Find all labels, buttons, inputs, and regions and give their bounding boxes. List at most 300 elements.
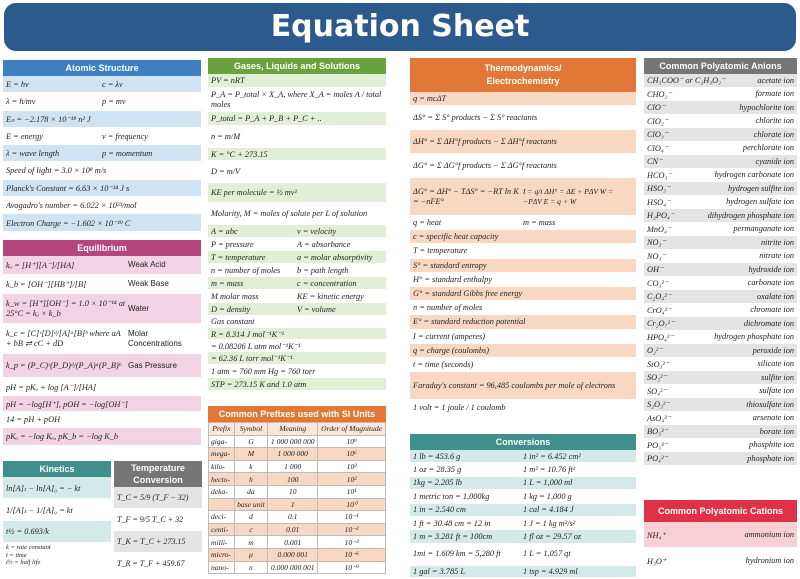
atomic-label: c = λν (102, 79, 123, 89)
thermo-rows (410, 92, 636, 416)
prefixes-row (209, 523, 386, 536)
gases-row (208, 328, 386, 340)
temperature-panel (114, 461, 202, 577)
atomic-label: p = mv (102, 96, 126, 106)
prefixes-cell: 10⁻⁹ (318, 561, 386, 574)
equilibrium-header: Equilibrium (3, 240, 201, 256)
anion-formula: C₂O₄²⁻ (647, 292, 672, 302)
gases-row (208, 378, 386, 391)
equilibrium-row (3, 294, 201, 324)
thermo-row (410, 273, 636, 287)
conversions-equation: 1 lb = 453.6 g (413, 451, 461, 461)
prefixes-cell: 10⁻¹ (318, 511, 386, 524)
prefixes-cell: 100 (268, 473, 318, 486)
equilibrium-equation: kₐ = [H⁺][A⁻]/[HA] (6, 261, 75, 270)
gases-equation: PV = nRT (211, 76, 245, 85)
thermo-equation: Faraday's constant = 96,485 coulombs per mole of electrons (413, 380, 616, 390)
atomic-equation: Planck's Constant = 6.63 × 10⁻³⁴ J s (6, 183, 130, 193)
gases-equation: m = mass (211, 278, 244, 288)
conversions-label: 1 tsp = 4.929 ml (523, 567, 578, 577)
prefixes-cell: 10 (268, 485, 318, 498)
conversions-row (410, 566, 636, 577)
anions-panel (644, 58, 797, 494)
prefixes-row (209, 548, 386, 561)
prefixes-cell: h (234, 473, 268, 486)
anion-name: hypochlorite ion (739, 102, 794, 112)
gases-equation: Gas constant (211, 317, 255, 326)
temperature-equation: T_C = 5/9 (T_F − 32) (114, 487, 202, 509)
conversions-label: 1 L = 1,000 ml (523, 478, 573, 488)
anion-formula: ClO₄⁻ (647, 143, 669, 153)
gases-equation: D = m/V (211, 167, 241, 176)
anion-row (644, 155, 797, 169)
kinetics-note: t = time (6, 551, 27, 559)
atomic-row (3, 128, 201, 145)
conversions-equation: 1 m = 3.281 ft = 100cm (413, 532, 493, 542)
gases-label: a = molar absorptivity (297, 252, 373, 262)
anion-row (644, 196, 797, 210)
equilibrium-equation: k_c = [C]ᶜ[D]ᵈ/[A]ᵃ[B]ᵇ where aA + bB ⇌ cC + dD (6, 328, 121, 348)
atomic-row (3, 111, 201, 128)
anion-row (644, 425, 797, 439)
gases-row (208, 365, 386, 378)
kinetics-note: k = rate constant (6, 544, 51, 551)
gases-row (208, 352, 386, 365)
temperature-equation: T_K = T_C + 273.15 (114, 531, 202, 553)
atomic-row (3, 197, 201, 214)
thermo-equation: I = current (amperes) (413, 331, 486, 341)
prefixes-cell: deci- (209, 511, 235, 524)
anion-row (644, 236, 797, 250)
anion-row (644, 115, 797, 129)
gases-row (208, 303, 386, 316)
anion-row (644, 142, 797, 156)
anion-name: peroxide ion (752, 345, 794, 355)
anion-formula: ClO₃⁻ (647, 130, 669, 140)
anion-formula: CrO₄²⁻ (647, 305, 672, 315)
gases-equation: 1 atm = 760 mm Hg = 760 torr (211, 366, 316, 376)
prefixes-cell: 10⁹ (318, 435, 386, 448)
anion-name: phosphate ion (747, 453, 794, 463)
conversions-row (410, 477, 636, 490)
kinetics-header: Kinetics (3, 461, 111, 477)
gases-row (208, 126, 386, 148)
anion-row (644, 277, 797, 291)
anion-name: sulfite ion (761, 372, 794, 382)
anion-name: dihydrogen phosphate ion (707, 210, 794, 220)
thermo-row (410, 230, 636, 244)
anion-name: nitrate ion (759, 251, 794, 261)
equilibrium-row (3, 354, 201, 378)
atomic-equation: Speed of light = 3.0 × 10⁸ m/s (6, 166, 107, 176)
thermo-label: m = mass (523, 218, 556, 228)
kinetics-notes (3, 543, 111, 568)
equilibrium-label: Gas Pressure (128, 360, 177, 370)
cations-header: Common Polyatomic Cations (644, 500, 797, 522)
gases-row (208, 264, 386, 277)
gases-equation: = 0.08206 L atm mol⁻¹K⁻¹ (211, 341, 301, 351)
kinetics-equation: 1/[A]ₜ − 1/[A]₀ = kt (3, 499, 111, 521)
gases-equation: KE per molecule = ½ mv² (211, 188, 297, 197)
atomic-equation: λ = h/mv (6, 96, 36, 106)
equilibrium-equation: k_b = [OH⁻][HB⁺]/[B] (6, 280, 87, 289)
atomic-equation: E = hν (6, 79, 29, 89)
thermo-row (410, 216, 636, 230)
anion-name: formate ion (755, 89, 794, 99)
gases-equation: M molar mass (211, 291, 259, 301)
anion-formula: CO₃²⁻ (647, 278, 669, 288)
prefixes-cell: 10⁶ (318, 448, 386, 461)
conversions-label: 1 cal = 4.184 J (523, 505, 574, 515)
atomic-equation: Avogadro's number = 6.022 × 10²³/mol (6, 200, 137, 210)
gases-row (208, 251, 386, 264)
thermo-equation: ΔG° = ΔH° − TΔS° = −RT ln K = −nFE° (413, 186, 519, 206)
conversions-label: 1 in² = 6.452 cm² (523, 451, 581, 461)
gases-row (208, 277, 386, 290)
anion-row (644, 331, 797, 345)
atomic-equation: λ = wave length (6, 148, 60, 158)
thermo-equation: c = specific heat capacity (413, 232, 499, 242)
kinetics-rows (3, 477, 111, 568)
prefixes-cell: k (234, 460, 268, 473)
conversions-row (410, 530, 636, 543)
anion-formula: CH₃COO⁻ or C₂H₃O₂⁻ (647, 76, 726, 86)
gases-equation: P_A = P_total × X_A, where X_A = moles A / total moles (211, 89, 382, 109)
anion-row (644, 169, 797, 183)
equilibrium-panel (3, 240, 201, 454)
gases-label: V = volume (297, 304, 336, 314)
thermo-row (410, 344, 636, 358)
anion-formula: HSO₃⁻ (647, 184, 671, 194)
gases-equation: P_total = P_A + P_B + P_C + .. (211, 114, 322, 123)
anion-row (644, 74, 797, 88)
equilibrium-equation: k_p = (P_C)ᶜ(P_D)ᵈ/(P_A)ᵃ(P_B)ᵇ (6, 360, 121, 370)
anion-name: cyanide ion (755, 156, 794, 166)
anion-formula: HPO₄²⁻ (647, 332, 674, 342)
gases-row (208, 225, 386, 238)
gases-equation: n = number of moles (211, 265, 281, 275)
prefixes-cell: milli- (209, 536, 235, 549)
prefixes-cell: mega- (209, 448, 235, 461)
thermo-equation: q = charge (coulombs) (413, 345, 490, 355)
anion-name: borate ion (759, 426, 794, 436)
equilibrium-equation: k_w = [H⁺][OH⁻] = 1.0 × 10⁻¹⁴ at 25°C = kₐ × k_b (6, 298, 126, 318)
anion-row (644, 209, 797, 223)
equilibrium-row (3, 256, 201, 275)
thermo-row (410, 400, 636, 416)
thermo-row (410, 244, 636, 258)
conversions-row (410, 544, 636, 566)
thermo-row (410, 106, 636, 130)
anion-name: silicate ion (757, 359, 794, 369)
anion-name: arsenate ion (752, 413, 794, 423)
conversions-equation: 1 in = 2.540 cm (413, 505, 466, 515)
cations-rows (644, 522, 797, 574)
equilibrium-equation: pH = −log[H⁺], pOH = −log[OH⁻] (6, 399, 128, 409)
prefixes-cell: 10⁻³ (318, 536, 386, 549)
anion-row (644, 358, 797, 372)
prefixes-cell: centi- (209, 523, 235, 536)
prefixes-row (209, 473, 386, 486)
prefixes-row (209, 448, 386, 461)
temperature-equation: T_F = 9/5 T_C + 32 (114, 509, 202, 531)
thermo-equation: q = mcΔT (413, 94, 447, 103)
thermo-row (410, 178, 636, 216)
gases-row (208, 316, 386, 328)
anion-row (644, 344, 797, 358)
anion-row (644, 250, 797, 264)
thermo-row (410, 259, 636, 273)
anion-formula: CN⁻ (647, 157, 663, 167)
prefixes-header-row (209, 423, 386, 436)
prefixes-cell: c (234, 523, 268, 536)
gases-row (208, 340, 386, 352)
conversions-row (410, 504, 636, 517)
prefixes-col-header: Order of Magnitude (318, 423, 386, 436)
prefixes-cell: m (234, 536, 268, 549)
prefixes-cell: 10⁻⁶ (318, 548, 386, 561)
anion-name: acetate ion (757, 75, 794, 85)
anion-name: oxalate ion (756, 291, 794, 301)
anion-formula: MnO₄⁻ (647, 224, 672, 234)
atomic-equation: E = energy (6, 131, 44, 141)
anion-formula: AsO₄³⁻ (647, 413, 672, 423)
temperature-rows (114, 487, 202, 575)
anion-formula: SO₄²⁻ (647, 386, 667, 396)
conversions-label: 1 J = 1 kg m²/s² (523, 518, 576, 528)
atomic-row (3, 162, 201, 179)
anion-name: chlorate ion (753, 129, 794, 139)
thermo-equation: H° = standard enthalpy (413, 274, 492, 284)
gases-rows (208, 74, 386, 391)
equilibrium-label: Weak Base (128, 279, 169, 288)
kinetics-note: t½ = half life (6, 559, 41, 566)
anion-name: dichromate ion (743, 318, 794, 328)
anions-header: Common Polyatomic Anions (644, 58, 797, 74)
conversions-header: Conversions (410, 434, 636, 450)
equilibrium-equation: 14 = pH + pOH (6, 415, 61, 424)
anion-row (644, 452, 797, 466)
conversions-equation: 1 ft = 30.48 cm = 12 in (413, 518, 491, 528)
anion-row (644, 317, 797, 331)
thermo-row (410, 372, 636, 400)
anion-row (644, 304, 797, 318)
anion-formula: HSO₄⁻ (647, 197, 671, 207)
equilibrium-row (3, 396, 201, 412)
prefixes-cell: giga- (209, 435, 235, 448)
prefixes-row (209, 485, 386, 498)
prefixes-cell: da (234, 485, 268, 498)
anion-formula: O₂²⁻ (647, 346, 663, 356)
thermo-equation: S° = standard entropy (413, 260, 487, 270)
anion-name: perchlorate ion (742, 143, 794, 153)
equilibrium-row (3, 412, 201, 428)
gases-row (208, 203, 386, 225)
prefixes-cell: n (234, 561, 268, 574)
prefixes-cell: 10⁰ (318, 498, 386, 511)
prefixes-row (209, 511, 386, 524)
temperature-equation: T_R = T_F + 459.67 (114, 553, 202, 575)
thermo-panel (410, 58, 636, 430)
prefixes-cell: micro- (209, 548, 235, 561)
conversions-row (410, 450, 636, 463)
conversions-panel (410, 434, 636, 577)
atomic-row (3, 214, 201, 231)
gases-row (208, 112, 386, 126)
prefixes-panel (208, 406, 386, 577)
prefixes-cell: kilo- (209, 460, 235, 473)
anion-row (644, 385, 797, 399)
prefixes-cell: M (234, 448, 268, 461)
anion-row (644, 439, 797, 453)
prefixes-col-header: Symbol (234, 423, 268, 436)
conversions-label: 1 kg = 1,000 g (523, 491, 572, 501)
thermo-equation: ΔG° = Σ ΔG°f products − Σ ΔG°f reactants (413, 161, 557, 170)
anion-name: hydrogen sulfate ion (726, 197, 794, 207)
anion-formula: H₂PO₄⁻ (647, 211, 675, 221)
thermo-row (410, 154, 636, 178)
equilibrium-label: Molar Concentrations (128, 328, 182, 348)
prefixes-row (209, 435, 386, 448)
atomic-label: ν = frequency (102, 131, 148, 141)
gases-equation: D = density (211, 304, 251, 314)
conversions-equation: 1 oz = 28.35 g (413, 465, 462, 475)
prefixes-header: Common Prefixes used with SI Units (208, 406, 386, 422)
prefixes-row (209, 498, 386, 511)
gases-row (208, 88, 386, 112)
conversions-equation: 1 metric ton = 1,000kg (413, 491, 490, 501)
conversions-label: 1 fl oz = 29.57 oz (523, 532, 582, 542)
anion-formula: HCO₃⁻ (647, 170, 672, 180)
atomic-row (3, 145, 201, 162)
conversions-row (410, 490, 636, 503)
equilibrium-rows (3, 256, 201, 446)
conversions-label: 1 m² = 10.76 ft² (523, 465, 576, 475)
kinetics-equation: ln[A]ₜ − ln[A]₀ = − kt (3, 477, 111, 499)
conversions-equation: 1 gal = 3.785 L (413, 567, 465, 577)
conversions-row (410, 463, 636, 476)
anion-formula: SiO₃²⁻ (647, 359, 670, 369)
anion-row (644, 263, 797, 277)
conversions-equation: 1mi = 1.609 km = 5,280 ft (413, 549, 501, 559)
gases-row (208, 183, 386, 203)
gases-header: Gases, Liquids and Solutions (208, 58, 386, 74)
thermo-equation: q = heat (413, 218, 442, 228)
prefixes-table (208, 422, 386, 574)
gases-panel (208, 58, 386, 400)
thermo-row (410, 287, 636, 301)
thermo-equation: G° = standard Gibbs free energy (413, 289, 523, 299)
cation-row (644, 548, 797, 574)
prefixes-cell: 10³ (318, 460, 386, 473)
anion-row (644, 88, 797, 102)
anion-formula: ClO⁻ (647, 103, 666, 113)
gases-equation: R = 8.314 J mol⁻¹K⁻¹ (211, 329, 285, 339)
prefixes-cell: 1 000 (268, 460, 318, 473)
prefixes-cell: nano- (209, 561, 235, 574)
anion-row (644, 290, 797, 304)
atomic-structure-header: Atomic Structure (3, 60, 201, 76)
anion-row (644, 371, 797, 385)
anion-row (644, 101, 797, 115)
prefixes-cell: G (234, 435, 268, 448)
prefixes-cell: 0.000 001 (268, 548, 318, 561)
anion-name: chromate ion (750, 305, 794, 315)
atomic-row (3, 180, 201, 197)
anions-rows (644, 74, 797, 466)
anion-row (644, 128, 797, 142)
prefixes-cell: 10¹ (318, 485, 386, 498)
prefixes-cell: 10² (318, 473, 386, 486)
prefixes-cell: 0.1 (268, 511, 318, 524)
gases-equation: P = pressure (211, 239, 254, 249)
conversions-row (410, 517, 636, 530)
gases-equation: A = abc (211, 226, 238, 236)
anion-formula: NO₃⁻ (647, 251, 666, 261)
anion-formula: Cr₂O₇²⁻ (647, 319, 675, 329)
cation-name: ammonium ion (744, 530, 794, 539)
thermo-equation: T = temperature (413, 246, 468, 256)
gases-row (208, 74, 386, 88)
prefixes-row (209, 561, 386, 574)
anion-name: hydroxide ion (748, 264, 794, 274)
equilibrium-equation: pKₐ = −log Kₐ, pK_b = −log K_b (6, 432, 119, 441)
thermo-row (410, 130, 636, 154)
prefixes-cell: 0.01 (268, 523, 318, 536)
anion-row (644, 398, 797, 412)
cation-row (644, 522, 797, 548)
equilibrium-row (3, 378, 201, 396)
cation-formula: H₃O⁺ (647, 556, 667, 566)
prefixes-row (209, 460, 386, 473)
gases-label: c = concentration (297, 278, 357, 288)
prefixes-cell: 1 (268, 498, 318, 511)
thermo-label: I = q/t ΔH° = ΔE + PΔV W = −PΔV E = q + W (523, 187, 614, 206)
equilibrium-row (3, 428, 201, 446)
anion-name: phosphite ion (749, 440, 794, 450)
gases-label: b = path length (297, 265, 349, 275)
gases-equation: Molarity, M = moles of solute per L of solution (211, 208, 368, 218)
gases-label: KE = kinetic energy (297, 291, 364, 301)
atomic-row (3, 76, 201, 93)
prefixes-cell: 0.000 000 001 (268, 561, 318, 574)
gases-equation: T = temperature (211, 252, 266, 262)
equilibrium-equation: pH = pKₐ + log [A⁻]/[HA] (6, 382, 97, 392)
anion-row (644, 412, 797, 426)
anion-name: chlorite ion (755, 116, 794, 126)
gases-label: v = velocity (297, 226, 337, 236)
anion-name: permanganate ion (733, 224, 794, 234)
prefixes-cell: 1 000 000 000 (268, 435, 318, 448)
equilibrium-label: Weak Acid (128, 260, 166, 269)
anion-row (644, 223, 797, 237)
cation-name: hydronium ion (745, 556, 794, 565)
anion-formula: ClO₂⁻ (647, 116, 669, 126)
anion-formula: S₂O₃²⁻ (647, 400, 670, 410)
anion-name: sulfate ion (759, 386, 794, 396)
temperature-header: Temperature Conversion (114, 461, 202, 487)
anion-name: carbonate ion (747, 278, 794, 288)
thermo-equation: t = time (seconds) (413, 359, 474, 369)
gases-equation: K = °C + 273.15 (211, 149, 268, 159)
cation-formula: NH₄⁺ (647, 530, 666, 540)
anion-formula: SO₃²⁻ (647, 373, 667, 383)
prefixes-cell: 1 000 000 (268, 448, 318, 461)
thermo-row (410, 301, 636, 315)
anion-name: hydrogen sulfite ion (727, 183, 794, 193)
anion-formula: BO₃³⁻ (647, 427, 668, 437)
prefixes-cell: 0.001 (268, 536, 318, 549)
